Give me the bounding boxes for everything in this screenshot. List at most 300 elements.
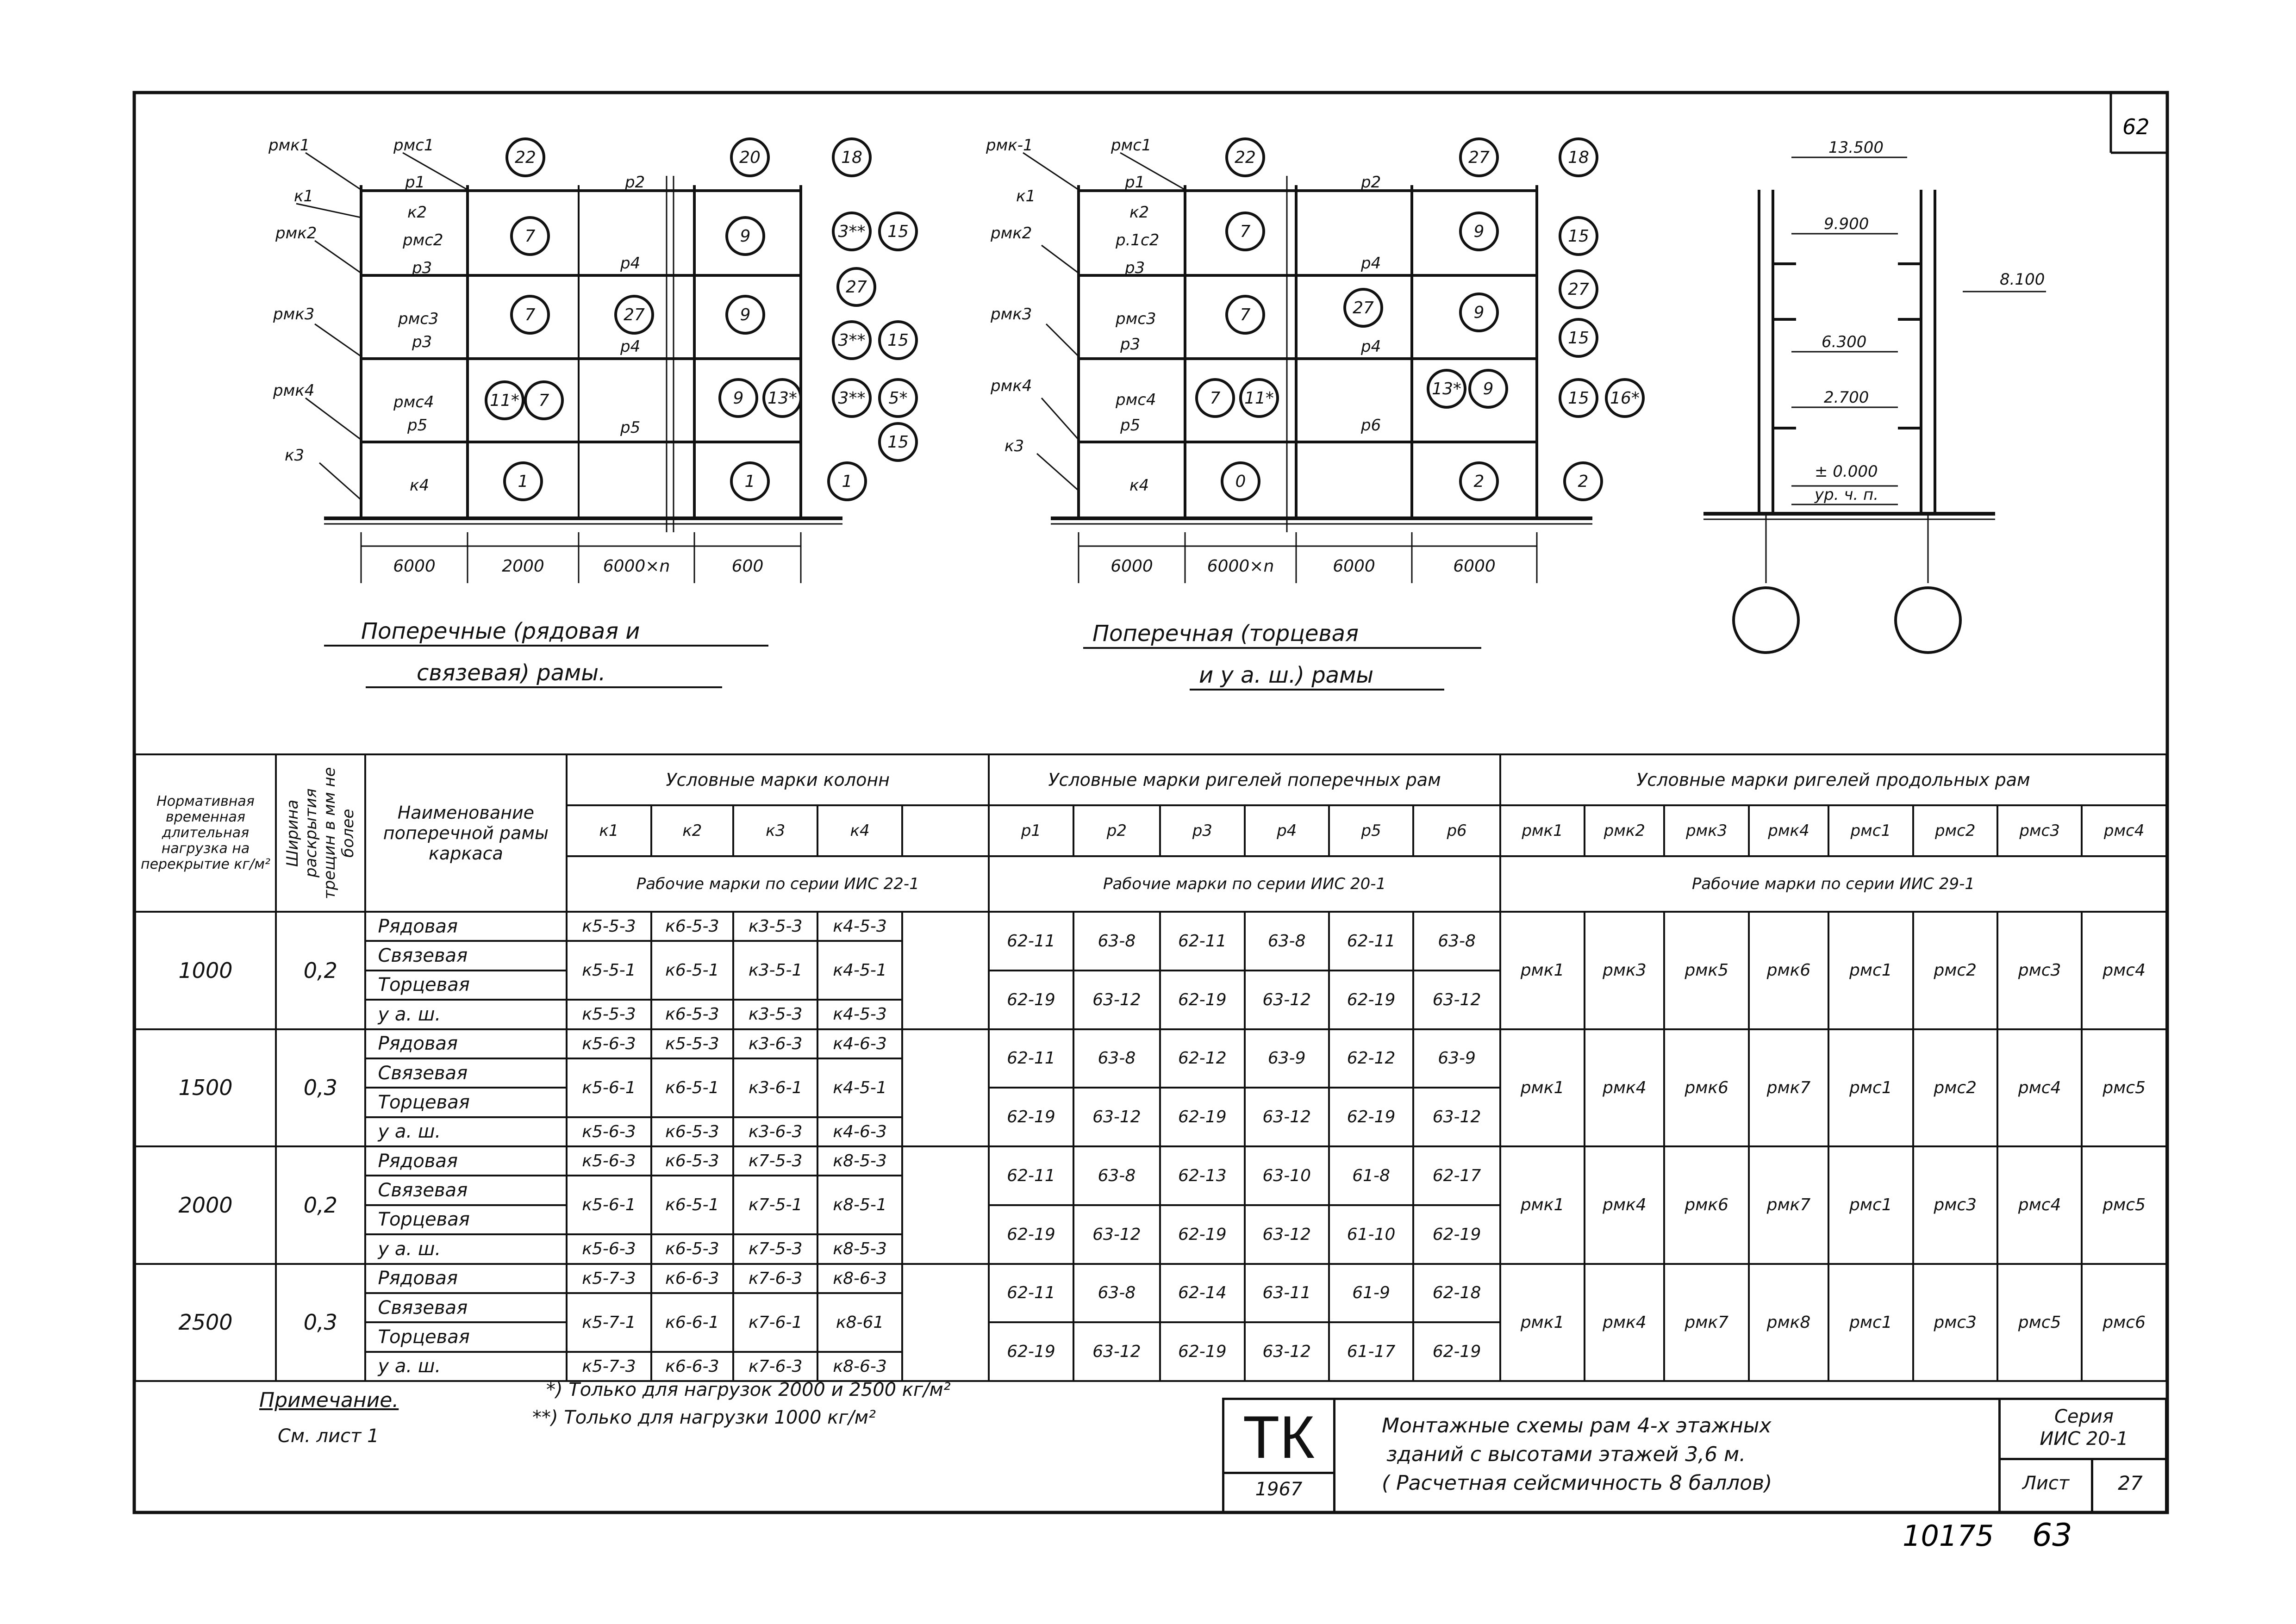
cross-mark: 63-12 xyxy=(1245,971,1329,1029)
long-mark: рмс3 xyxy=(1913,1146,1997,1264)
long-mark: рмк1 xyxy=(1500,1264,1585,1381)
cross-mark: 63-8 xyxy=(1073,912,1160,971)
year: 1967 xyxy=(1255,1479,1303,1500)
svg-text:2: 2 xyxy=(1578,472,1589,491)
svg-text:р4: р4 xyxy=(620,254,641,273)
column-mark: к8-5-1 xyxy=(817,1176,902,1234)
svg-text:8.100: 8.100 xyxy=(2000,270,2045,289)
column-mark: к5-7-3 xyxy=(567,1352,651,1381)
svg-text:27: 27 xyxy=(1353,299,1374,317)
cross-mark: 62-11 xyxy=(989,1264,1073,1323)
column-mark: к7-6-1 xyxy=(733,1293,817,1352)
cross-mark: 62-19 xyxy=(1160,1088,1244,1146)
long-mark: рмс5 xyxy=(1997,1264,2082,1381)
frame-name: у а. ш. xyxy=(365,1234,567,1263)
cross-mark: 63-9 xyxy=(1413,1029,1500,1088)
cross-mark: 62-12 xyxy=(1160,1029,1244,1088)
cross-mark: 63-12 xyxy=(1073,971,1160,1029)
load-value: 2000 xyxy=(135,1146,276,1264)
column-mark: к6-5-3 xyxy=(651,912,733,941)
column-mark: к5-7-3 xyxy=(567,1264,651,1293)
middle-diagram-dimensions xyxy=(1111,557,1496,576)
svg-text:р6: р6 xyxy=(1361,416,1381,435)
title-block xyxy=(1222,1398,2167,1512)
long-code: рмс3 xyxy=(1997,805,2082,856)
svg-text:6000×n: 6000×n xyxy=(603,557,670,576)
svg-text:р1: р1 xyxy=(405,173,425,192)
svg-text:р3: р3 xyxy=(1120,335,1141,354)
column-mark: к6-5-3 xyxy=(651,1000,733,1029)
column-mark: к3-6-1 xyxy=(733,1058,817,1117)
cross-mark: 63-12 xyxy=(1245,1322,1329,1381)
cross-mark: 62-19 xyxy=(1160,971,1244,1029)
col-code: к3 xyxy=(733,805,817,856)
col-code: к4 xyxy=(817,805,902,856)
long-mark: рмк7 xyxy=(1749,1146,1828,1264)
column-mark: к6-5-3 xyxy=(651,1146,733,1176)
svg-text:рмс4: рмс4 xyxy=(1116,391,1156,409)
svg-text:р5: р5 xyxy=(620,418,641,437)
svg-text:к1: к1 xyxy=(294,187,314,205)
svg-text:р5: р5 xyxy=(1120,416,1141,435)
column-mark: к3-6-3 xyxy=(733,1117,817,1146)
long-mark: рмс3 xyxy=(1997,912,2082,1029)
note-2: **) Только для нагрузки 1000 кг/м² xyxy=(532,1407,876,1428)
svg-text:рмк3: рмк3 xyxy=(991,305,1032,324)
svg-text:22: 22 xyxy=(515,148,536,167)
cross-mark: 62-19 xyxy=(989,971,1073,1029)
col-code: к1 xyxy=(567,805,651,856)
svg-text:15: 15 xyxy=(887,433,909,452)
svg-text:6000×n: 6000×n xyxy=(1207,557,1274,576)
svg-text:к3: к3 xyxy=(1004,437,1024,455)
svg-text:рмс3: рмс3 xyxy=(1116,310,1156,328)
cross-code: р2 xyxy=(1073,805,1160,856)
column-mark: к8-6-3 xyxy=(817,1352,902,1381)
svg-text:Поперечные (рядовая и: Поперечные (рядовая и xyxy=(361,618,640,644)
column-mark: к6-5-1 xyxy=(651,1176,733,1234)
frame-name: у а. ш. xyxy=(365,1352,567,1381)
long-mark: рмс4 xyxy=(1997,1146,2082,1264)
svg-text:20: 20 xyxy=(739,148,761,167)
long-mark: рмс6 xyxy=(2082,1264,2166,1381)
long-mark: рмк5 xyxy=(1664,912,1748,1029)
svg-text:р5: р5 xyxy=(407,416,428,435)
column-mark: к5-6-3 xyxy=(567,1117,651,1146)
long-mark: рмс4 xyxy=(2082,912,2166,1029)
svg-text:6000: 6000 xyxy=(1111,557,1153,576)
series-value: ИИС 20-1 xyxy=(2040,1428,2128,1450)
cross-mark: 63-12 xyxy=(1413,1088,1500,1146)
svg-text:15: 15 xyxy=(887,331,909,350)
blank-cell xyxy=(902,1029,989,1147)
svg-text:7: 7 xyxy=(524,227,536,246)
svg-text:рмс1: рмс1 xyxy=(393,136,434,155)
svg-text:6.300: 6.300 xyxy=(1822,333,1867,351)
svg-text:13*: 13* xyxy=(1432,380,1461,398)
cross-mark: 63-8 xyxy=(1073,1146,1160,1205)
frame-name: Связевая xyxy=(365,1293,567,1322)
long-mark: рмк6 xyxy=(1664,1029,1748,1147)
sheet-label: Лист xyxy=(2001,1460,2093,1511)
svg-text:р4: р4 xyxy=(1361,337,1381,356)
svg-text:рмк-1: рмк-1 xyxy=(986,136,1033,155)
long-code: рмс2 xyxy=(1913,805,1997,856)
section-levels xyxy=(1814,138,2045,504)
frame-name: у а. ш. xyxy=(365,1000,567,1029)
cross-mark: 62-19 xyxy=(989,1322,1073,1381)
svg-text:связевая) рамы.: связевая) рамы. xyxy=(417,660,606,686)
column-mark: к7-5-1 xyxy=(733,1176,817,1234)
long-mark: рмк3 xyxy=(1585,912,1664,1029)
frame-name: Связевая xyxy=(365,1176,567,1205)
column-mark: к6-6-3 xyxy=(651,1264,733,1293)
cross-mark: 63-12 xyxy=(1073,1205,1160,1264)
left-frame-diagram xyxy=(296,139,917,583)
cross-mark: 62-19 xyxy=(1160,1322,1244,1381)
header-long-girders: Условные марки ригелей продольных рам xyxy=(1500,754,2166,805)
svg-text:рмк2: рмк2 xyxy=(275,224,317,243)
cross-mark: 63-8 xyxy=(1413,912,1500,971)
svg-text:7: 7 xyxy=(538,391,549,410)
column-mark: к3-5-3 xyxy=(733,1000,817,1029)
blank-cell xyxy=(902,1264,989,1381)
svg-text:к1: к1 xyxy=(1016,187,1036,205)
svg-text:р4: р4 xyxy=(620,337,641,356)
frame-name: Торцевая xyxy=(365,971,567,1000)
svg-text:Поперечная (торцевая: Поперечная (торцевая xyxy=(1092,621,1359,647)
cross-mark: 62-18 xyxy=(1413,1264,1500,1323)
svg-text:7: 7 xyxy=(1240,222,1251,241)
svg-text:27: 27 xyxy=(1568,280,1589,299)
column-mark: к5-5-3 xyxy=(567,1000,651,1029)
svg-text:к4: к4 xyxy=(410,476,430,495)
long-mark: рмк4 xyxy=(1585,1029,1664,1147)
svg-text:6000: 6000 xyxy=(1333,557,1375,576)
column-mark: к6-5-3 xyxy=(651,1117,733,1146)
svg-text:р4: р4 xyxy=(1361,254,1381,273)
column-mark: к4-5-3 xyxy=(817,1000,902,1029)
svg-text:ур. ч. п.: ур. ч. п. xyxy=(1815,485,1879,504)
long-mark: рмс1 xyxy=(1828,1264,1913,1381)
cross-mark: 62-11 xyxy=(989,1146,1073,1205)
svg-text:р.1с2: р.1с2 xyxy=(1116,231,1160,249)
tk-logo: ТК xyxy=(1224,1400,1333,1474)
long-mark: рмс4 xyxy=(1997,1029,2082,1147)
long-code: рмк4 xyxy=(1749,805,1828,856)
cross-mark: 63-12 xyxy=(1245,1088,1329,1146)
svg-text:рмс3: рмс3 xyxy=(398,310,439,328)
long-mark: рмс1 xyxy=(1828,1146,1913,1264)
header-crack: Ширина раскрытия трещин в мм не более xyxy=(276,754,365,912)
svg-text:7: 7 xyxy=(524,305,536,324)
svg-text:к3: к3 xyxy=(285,446,305,465)
column-mark: к4-6-3 xyxy=(817,1117,902,1146)
middle-frame-diagram xyxy=(1023,139,1643,583)
header-load: Нормативная временная длительная нагрузка на перекрытие кг/м² xyxy=(135,754,276,912)
long-code: рмк1 xyxy=(1500,805,1585,856)
frame-name: Связевая xyxy=(365,941,567,970)
cross-mark: 63-8 xyxy=(1073,1029,1160,1088)
long-code: рмс1 xyxy=(1828,805,1913,856)
cross-code: р6 xyxy=(1413,805,1500,856)
cross-mark: 62-13 xyxy=(1160,1146,1244,1205)
column-mark: к3-6-3 xyxy=(733,1029,817,1058)
svg-text:рмк3: рмк3 xyxy=(273,305,315,324)
column-mark: к5-6-3 xyxy=(567,1234,651,1263)
crack-value: 0,2 xyxy=(276,912,365,1029)
cross-code: р4 xyxy=(1245,805,1329,856)
column-mark: к4-5-1 xyxy=(817,1058,902,1117)
svg-text:2: 2 xyxy=(1473,472,1485,491)
svg-text:27: 27 xyxy=(1468,148,1490,167)
column-mark: к5-5-3 xyxy=(651,1029,733,1058)
frame-name: Торцевая xyxy=(365,1088,567,1117)
long-mark: рмк6 xyxy=(1749,912,1828,1029)
long-mark: рмс5 xyxy=(2082,1146,2166,1264)
svg-text:15: 15 xyxy=(1568,227,1589,246)
left-diagram-circle-marks xyxy=(490,148,909,491)
svg-text:рмк1: рмк1 xyxy=(268,136,310,155)
section-diagram xyxy=(1703,157,2046,653)
cross-mark: 62-17 xyxy=(1413,1146,1500,1205)
cross-mark: 63-12 xyxy=(1073,1322,1160,1381)
long-mark: рмк7 xyxy=(1749,1029,1828,1147)
svg-text:18: 18 xyxy=(841,148,862,167)
svg-text:9: 9 xyxy=(1473,222,1485,241)
cross-mark: 62-19 xyxy=(989,1088,1073,1146)
left-diagram-caption xyxy=(361,618,640,686)
frame-name: Торцевая xyxy=(365,1322,567,1351)
column-mark: к3-5-1 xyxy=(733,941,817,1000)
svg-text:к4: к4 xyxy=(1129,476,1149,495)
long-mark: рмс3 xyxy=(1913,1264,1997,1381)
cross-mark: 62-19 xyxy=(1413,1322,1500,1381)
cross-mark: 62-11 xyxy=(1160,912,1244,971)
blank-cell xyxy=(902,1146,989,1264)
cross-mark: 61-9 xyxy=(1329,1264,1413,1323)
long-code: рмк3 xyxy=(1664,805,1748,856)
column-mark: к5-6-1 xyxy=(567,1058,651,1117)
note-1: *) Только для нагрузок 2000 и 2500 кг/м² xyxy=(546,1379,951,1400)
frame-name: Рядовая xyxy=(365,1264,567,1293)
column-mark: к7-6-3 xyxy=(733,1264,817,1293)
svg-text:9: 9 xyxy=(1483,380,1494,398)
long-mark: рмк4 xyxy=(1585,1264,1664,1381)
svg-text:1: 1 xyxy=(842,472,853,491)
column-mark: к4-5-1 xyxy=(817,941,902,1000)
svg-text:5*: 5* xyxy=(888,389,908,408)
svg-text:7: 7 xyxy=(1240,305,1251,324)
column-mark: к5-7-1 xyxy=(567,1293,651,1352)
sheet-value: 27 xyxy=(2118,1472,2143,1494)
long-code: рмк2 xyxy=(1585,805,1664,856)
svg-text:6000: 6000 xyxy=(393,557,436,576)
col-code: к2 xyxy=(651,805,733,856)
header-cross-girders: Условные марки ригелей поперечных рам xyxy=(989,754,1500,805)
cross-mark: 62-14 xyxy=(1160,1264,1244,1323)
drawing-title-line: ( Расчетная сейсмичность 8 баллов) xyxy=(1382,1471,1772,1495)
svg-text:13.500: 13.500 xyxy=(1828,138,1884,157)
cross-code: р1 xyxy=(989,805,1073,856)
cross-mark: 62-11 xyxy=(1329,912,1413,971)
frame-name: у а. ш. xyxy=(365,1117,567,1146)
column-mark: к7-5-3 xyxy=(733,1146,817,1176)
cross-mark: 63-12 xyxy=(1073,1088,1160,1146)
header-columns: Условные марки колонн xyxy=(567,754,989,805)
column-mark: к5-5-1 xyxy=(567,941,651,1000)
cross-mark: 62-19 xyxy=(1160,1205,1244,1264)
svg-text:рмк4: рмк4 xyxy=(991,377,1032,395)
svg-text:р3: р3 xyxy=(1125,259,1145,277)
svg-text:р1: р1 xyxy=(1125,173,1145,192)
cross-mark: 61-17 xyxy=(1329,1322,1413,1381)
cross-mark: 63-10 xyxy=(1245,1146,1329,1205)
cross-mark: 63-8 xyxy=(1073,1264,1160,1323)
svg-text:к2: к2 xyxy=(1129,203,1149,222)
long-mark: рмк4 xyxy=(1585,1146,1664,1264)
svg-text:рмс1: рмс1 xyxy=(1111,136,1152,155)
column-mark: к8-5-3 xyxy=(817,1146,902,1176)
svg-text:7: 7 xyxy=(1210,389,1221,408)
long-mark: рмк1 xyxy=(1500,1029,1585,1147)
svg-text:18: 18 xyxy=(1568,148,1589,167)
column-mark: к7-6-3 xyxy=(733,1352,817,1381)
svg-text:6000: 6000 xyxy=(1453,557,1496,576)
load-value: 1500 xyxy=(135,1029,276,1147)
col-code-empty xyxy=(902,805,989,856)
svg-text:р2: р2 xyxy=(625,173,645,192)
notes-reference: См. лист 1 xyxy=(278,1425,379,1447)
svg-text:к2: к2 xyxy=(407,203,427,222)
long-mark: рмк1 xyxy=(1500,912,1585,1029)
cross-code: р5 xyxy=(1329,805,1413,856)
column-mark: к5-6-3 xyxy=(567,1029,651,1058)
svg-text:13*: 13* xyxy=(767,389,797,408)
drawing-title-line: Монтажные схемы рам 4-х этажных xyxy=(1382,1414,1772,1437)
svg-text:9: 9 xyxy=(740,227,751,246)
crack-value: 0,2 xyxy=(276,1146,365,1264)
cross-mark: 61-8 xyxy=(1329,1146,1413,1205)
frame-name: Рядовая xyxy=(365,1029,567,1058)
svg-text:рмк4: рмк4 xyxy=(273,381,315,400)
svg-text:11*: 11* xyxy=(1244,389,1274,408)
svg-text:16*: 16* xyxy=(1610,389,1640,408)
cross-mark: 61-10 xyxy=(1329,1205,1413,1264)
cross-mark: 62-19 xyxy=(1329,971,1413,1029)
svg-text:р3: р3 xyxy=(412,259,432,277)
svg-text:2000: 2000 xyxy=(502,557,544,576)
column-mark: к4-5-3 xyxy=(817,912,902,941)
svg-text:15: 15 xyxy=(1568,329,1589,348)
column-mark: к4-6-3 xyxy=(817,1029,902,1058)
crack-value: 0,3 xyxy=(276,1264,365,1381)
long-mark: рмс1 xyxy=(1828,912,1913,1029)
svg-text:22: 22 xyxy=(1235,148,1256,167)
sub-long: Рабочие марки по серии ИИС 29-1 xyxy=(1500,856,2166,912)
middle-diagram-caption xyxy=(1092,621,1373,688)
column-mark: к5-6-1 xyxy=(567,1176,651,1234)
stamp-number: 10175 xyxy=(1903,1519,1994,1553)
drawing-title xyxy=(1382,1412,1772,1498)
cross-mark: 62-11 xyxy=(989,1029,1073,1088)
svg-text:9: 9 xyxy=(1473,303,1485,322)
frame-name: Рядовая xyxy=(365,912,567,941)
long-mark: рмк1 xyxy=(1500,1146,1585,1264)
cross-mark: 63-12 xyxy=(1245,1205,1329,1264)
notes-title: Примечание. xyxy=(259,1388,399,1412)
svg-text:0: 0 xyxy=(1235,472,1246,491)
svg-text:рмк2: рмк2 xyxy=(991,224,1032,243)
svg-text:3**: 3** xyxy=(838,222,866,241)
column-mark: к6-6-1 xyxy=(651,1293,733,1352)
long-mark: рмс2 xyxy=(1913,912,1997,1029)
column-mark: к8-5-3 xyxy=(817,1234,902,1263)
svg-text:и у а. ш.) рамы: и у а. ш.) рамы xyxy=(1199,662,1374,688)
frame-name: Связевая xyxy=(365,1058,567,1088)
svg-text:3**: 3** xyxy=(838,389,866,408)
svg-text:рмс4: рмс4 xyxy=(393,393,434,411)
specification-table xyxy=(134,753,2167,1382)
long-mark: рмк7 xyxy=(1664,1264,1748,1381)
drawing-title-line: зданий с высотами этажей 3,6 м. xyxy=(1386,1443,1746,1466)
header-frame-name: Наименование поперечной рамы каркаса xyxy=(365,754,567,912)
long-code: рмс4 xyxy=(2082,805,2166,856)
svg-text:27: 27 xyxy=(624,305,645,324)
long-mark: рмс2 xyxy=(1913,1029,1997,1147)
column-mark: к8-6-3 xyxy=(817,1264,902,1293)
column-mark: к6-6-3 xyxy=(651,1352,733,1381)
svg-text:р2: р2 xyxy=(1361,173,1381,192)
svg-text:11*: 11* xyxy=(490,391,519,410)
svg-text:9: 9 xyxy=(740,305,751,324)
cross-mark: 62-19 xyxy=(1413,1205,1500,1264)
svg-text:15: 15 xyxy=(1568,389,1589,408)
svg-text:р3: р3 xyxy=(412,333,432,351)
svg-text:3**: 3** xyxy=(838,331,866,350)
cross-mark: 63-12 xyxy=(1413,971,1500,1029)
cross-code: р3 xyxy=(1160,805,1244,856)
column-mark: к5-6-3 xyxy=(567,1146,651,1176)
long-mark: рмс1 xyxy=(1828,1029,1913,1147)
sub-cross: Рабочие марки по серии ИИС 20-1 xyxy=(989,856,1500,912)
corner-number: 62 xyxy=(2122,114,2150,139)
series-label: Серия xyxy=(2054,1406,2114,1427)
svg-text:9: 9 xyxy=(733,389,744,408)
svg-text:15: 15 xyxy=(887,222,909,241)
svg-text:1: 1 xyxy=(518,472,529,491)
column-mark: к3-5-3 xyxy=(733,912,817,941)
sub-columns: Рабочие марки по серии ИИС 22-1 xyxy=(567,856,989,912)
svg-text:рмс2: рмс2 xyxy=(403,231,443,249)
long-mark: рмк6 xyxy=(1664,1146,1748,1264)
cross-mark: 63-8 xyxy=(1245,912,1329,971)
column-mark: к6-5-1 xyxy=(651,1058,733,1117)
svg-text:2.700: 2.700 xyxy=(1824,388,1869,407)
svg-text:1: 1 xyxy=(744,472,755,491)
cross-mark: 62-19 xyxy=(1329,1088,1413,1146)
svg-text:± 0.000: ± 0.000 xyxy=(1815,462,1878,481)
column-mark: к5-5-3 xyxy=(567,912,651,941)
svg-text:600: 600 xyxy=(731,557,764,576)
blank-cell xyxy=(902,912,989,1029)
column-mark: к8-61 xyxy=(817,1293,902,1352)
crack-value: 0,3 xyxy=(276,1029,365,1147)
cross-mark: 63-9 xyxy=(1245,1029,1329,1088)
frame-name: Торцевая xyxy=(365,1205,567,1234)
cross-mark: 63-11 xyxy=(1245,1264,1329,1323)
stamp-page: 63 xyxy=(2032,1517,2072,1554)
